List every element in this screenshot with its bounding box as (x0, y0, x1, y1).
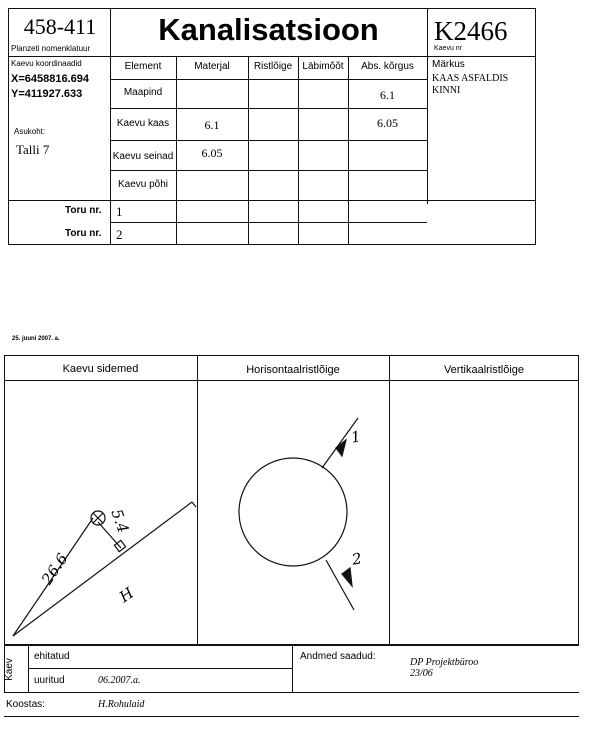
col-header-abs-korgus: Abs. kõrgus (361, 61, 414, 72)
dimension-26-6: 26.6 (37, 550, 72, 588)
dimension-5-4: 5.4 (107, 506, 133, 536)
remarks-line2: KINNI (432, 85, 461, 96)
divider (4, 692, 579, 693)
col-title-connections: Kaevu sidemed (62, 363, 139, 375)
page-title: Kanalisatsioon (158, 12, 379, 47)
surveyed-label: uuritud (34, 675, 65, 686)
col-title-horizontal-section: Horisontaalristlõige (246, 364, 340, 376)
pipe-number: 1 (116, 204, 123, 219)
remarks-line1: KAAS ASFALDIS (432, 73, 509, 84)
cell-abs-korgus: 6.1 (380, 88, 395, 102)
divider (4, 716, 579, 717)
kaev-label: Kaev (3, 658, 15, 681)
location-label: Asukoht: (14, 127, 46, 136)
x-coordinate: X=6458816.694 (11, 73, 89, 85)
data-source-line1: DP Projektbüroo (410, 657, 479, 668)
col-title-vertical-section: Vertikaalristlõige (443, 364, 525, 376)
col-header-materjal: Materjal (194, 61, 230, 72)
well-number-label: Kaevu nr (434, 45, 463, 52)
row-element-label: Kaevu kaas (116, 118, 170, 129)
restored-label: ehitatud (34, 651, 70, 662)
well-number-value: K2466 (434, 16, 508, 46)
nomenclature-label: Planzeti nomenklatuur (11, 44, 91, 53)
pipe-2-label: 2 (350, 549, 364, 569)
row-element-label: Kaevu põhi (117, 179, 169, 190)
coords-label: Kaevu koordinaadid (11, 59, 82, 68)
label-h: H (116, 583, 138, 607)
divider (28, 645, 29, 692)
pipe-1-label: 1 (349, 427, 363, 447)
col-header-element: Element (124, 61, 162, 72)
well-circle (239, 458, 347, 566)
cell-abs-korgus: 6.05 (377, 116, 398, 130)
data-source-label: Andmed saadud: (300, 651, 376, 662)
divider (28, 668, 292, 669)
compiled-value: H.Rohulaid (98, 699, 145, 710)
data-source-line2: 23/06 (410, 668, 433, 679)
pipe-label: Toru nr. (65, 205, 102, 216)
col-header-ristloige: Ristlõige (253, 61, 293, 72)
remarks-label: Märkus (432, 59, 465, 70)
cell-materjal: 6.05 (201, 146, 223, 160)
horizontal-section-sketch (239, 418, 358, 610)
cell-materjal: 6.1 (204, 118, 220, 132)
col-header-labimoot: Läbimõõt (302, 61, 344, 72)
divider (292, 645, 293, 692)
row-element-label: Maapind (123, 87, 163, 98)
print-date: 25. juuni 2007. a. (12, 336, 60, 342)
nomenclature-value: 458-411 (23, 14, 97, 39)
location-value: Talli 7 (16, 142, 50, 157)
row-element-label: Kaevu seinad (112, 151, 174, 162)
compiled-label: Koostas: (6, 699, 45, 710)
pipe-label: Toru nr. (65, 228, 102, 239)
surveyed-value: 06.2007.a. (98, 675, 141, 686)
y-coordinate: Y=411927.633 (11, 88, 83, 100)
well-connections-sketch (13, 502, 196, 636)
pipe-number: 2 (116, 227, 123, 242)
